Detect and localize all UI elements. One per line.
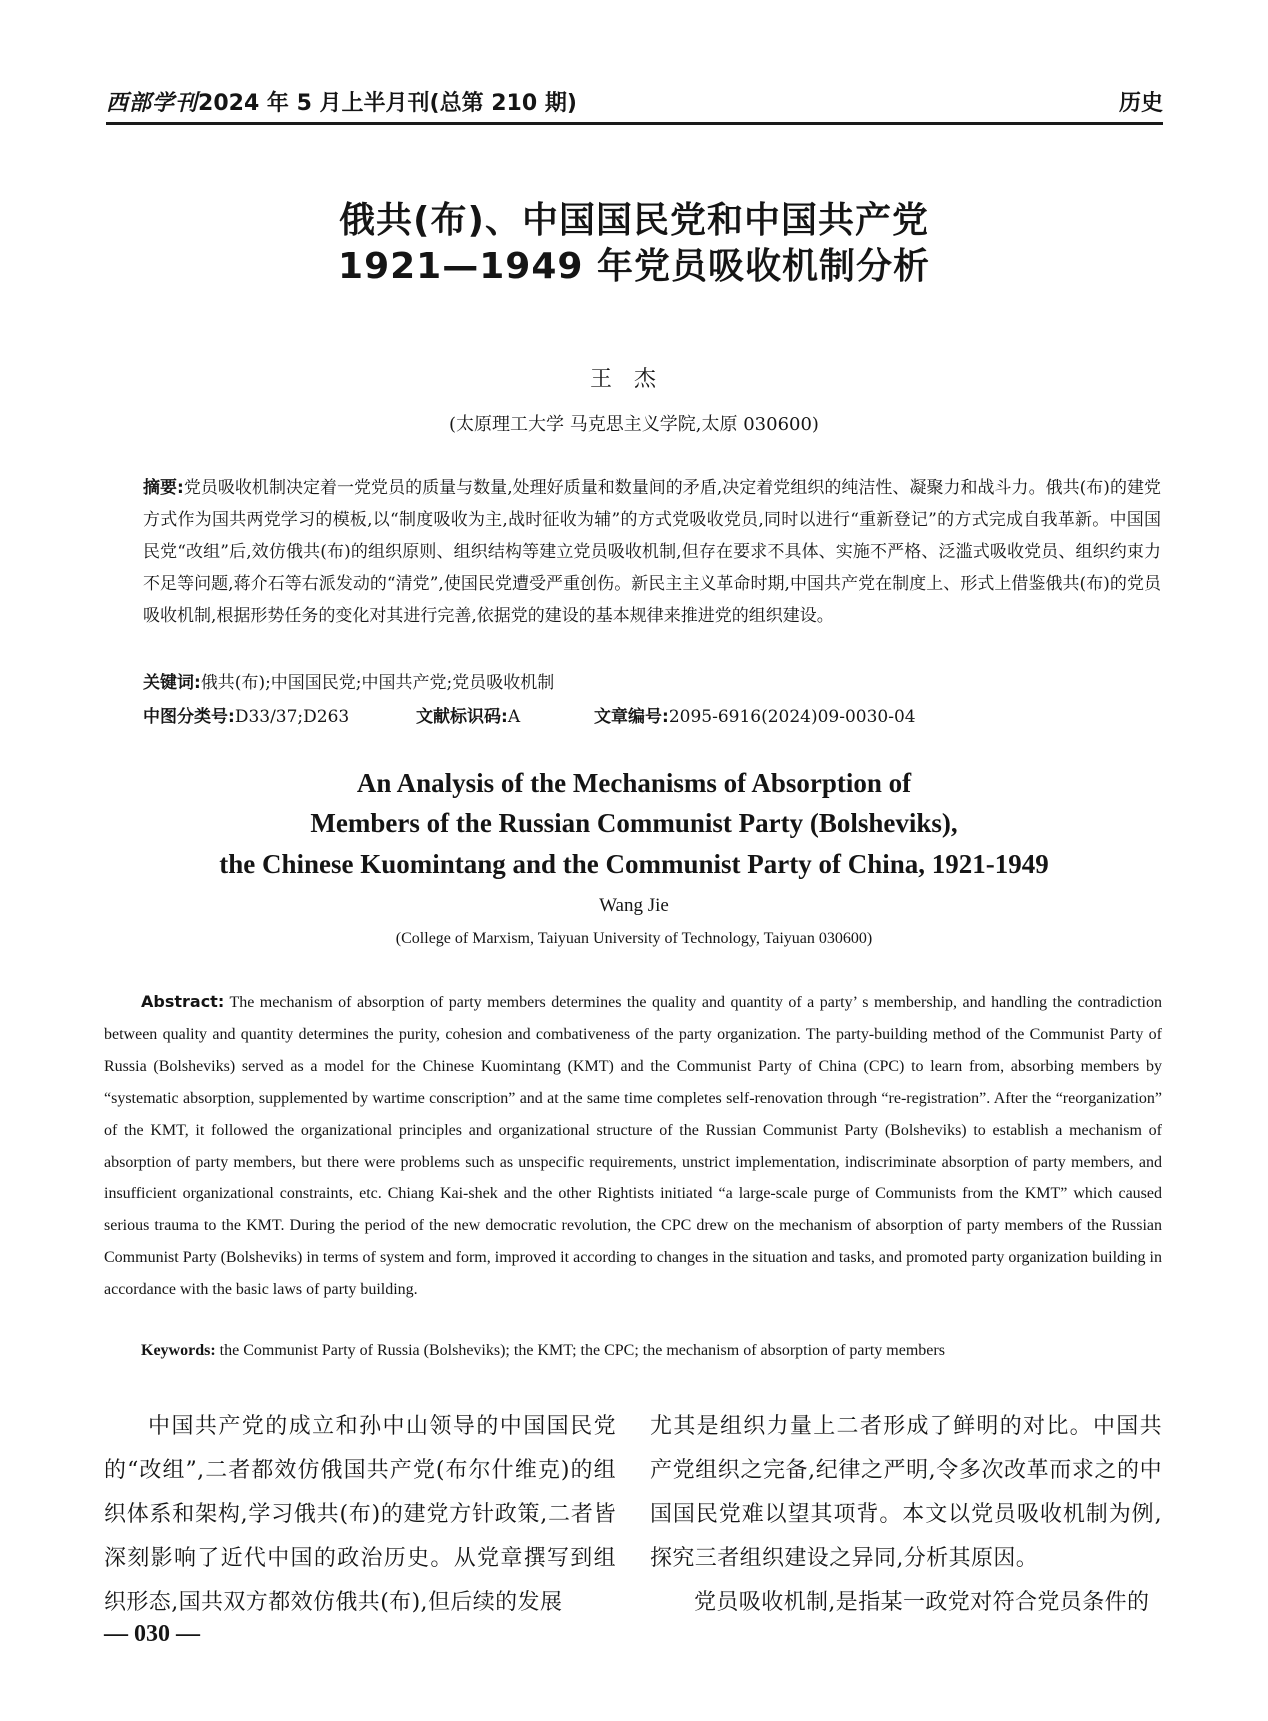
journal-issue <box>106 86 577 117</box>
title-zh-line2: 1921—1949 年党员吸收机制分析 <box>338 246 930 287</box>
abstract-en-label: Abstract: <box>141 992 225 1011</box>
running-header <box>106 86 1163 125</box>
body-paragraph: 党员吸收机制,是指某一政党对符合党员条件的 <box>694 1590 1150 1615</box>
title-en-line2: Members of the Russian Communist Party (Bolsheviks), <box>310 808 958 838</box>
author-zh: 王杰 <box>589 367 678 392</box>
body-paragraph: 尤其是组织力量上二者形成了鲜明的对比。中国共产党组织之完备,纪律之严明,令多次改革而求之的中国国民党难以望其项背。本文以党员吸收机制为例,探究三者组织建设之异同,分析其原因。 <box>650 1414 1162 1571</box>
keywords-zh-label: 关键词: <box>143 673 201 693</box>
keywords-en-text: the Communist Party of Russia (Bolsheviks); the KMT; the CPC; the mechanism of absorption of party members <box>219 1342 945 1359</box>
article-number-label: 文章编号: <box>594 707 669 727</box>
body-right-column <box>650 1405 1162 1625</box>
abstract-zh <box>143 472 1161 632</box>
clc-label: 中图分类号: <box>143 707 235 727</box>
issue-info: 2024 年 5 月上半月刊(总第 210 期) <box>198 91 577 116</box>
keywords-zh-text: 俄共(布);中国国民党;中国共产党;党员吸收机制 <box>200 673 555 693</box>
abstract-zh-label: 摘要: <box>143 478 184 498</box>
body-left-column <box>104 1405 616 1625</box>
keywords-en-label: Keywords: <box>141 1342 216 1359</box>
author-en: Wang Jie <box>599 895 669 916</box>
article-number-value: 2095-6916(2024)09-0030-04 <box>668 707 916 727</box>
clc-number <box>143 702 349 727</box>
keywords-zh <box>143 668 554 693</box>
document-code-value: A <box>507 707 521 727</box>
section-label: 历史 <box>1118 91 1163 116</box>
affiliation-zh: (太原理工大学 马克思主义学院,太原 030600) <box>449 414 819 435</box>
document-code <box>416 702 520 727</box>
journal-logo: 西部学刊 <box>106 90 199 116</box>
affiliation-en: (College of Marxism, Taiyuan University of Technology, Taiyuan 030600) <box>395 930 873 947</box>
document-code-label: 文献标识码: <box>416 707 508 727</box>
abstract-en <box>104 986 1162 1306</box>
article-number <box>594 702 916 727</box>
keywords-en <box>141 1342 1161 1360</box>
title-en-line3: the Chinese Kuomintang and the Communist Party of China, 1921-1949 <box>219 849 1049 879</box>
clc-value: D33/37;D263 <box>234 707 350 727</box>
page-number: — 030 — <box>104 1621 200 1647</box>
body-paragraph: 中国共产党的成立和孙中山领导的中国国民党的“改组”,二者都效仿俄国共产党(布尔什维克)的组织体系和架构,学习俄共(布)的建党方针政策,二者皆深刻影响了近代中国的政治历史。从党章撰写到组织形态,国共双方都效仿俄共(布),但后续的发展 <box>104 1414 616 1615</box>
title-en-line1: An Analysis of the Mechanisms of Absorption of <box>356 768 912 798</box>
title-zh-line1: 俄共(布)、中国国民党和中国共产党 <box>339 200 929 241</box>
abstract-zh-text: 党员吸收机制决定着一党党员的质量与数量,处理好质量和数量间的矛盾,决定着党组织的纯洁性、凝聚力和战斗力。俄共(布)的建党方式作为国共两党学习的模板,以“制度吸收为主,战时征收为辅”的方式党吸收党员,同时以进行“重新登记”的方式完成自我革新。中国国民党“改组”后,效仿俄共(布)的组织原则、组织结构等建立党员吸收机制,但存在要求不具体、实施不严格、泛滥式吸收党员、组织约束力不足等问题,蒋介石等右派发动的“清党”,使国民党遭受严重创伤。新民主主义革命时期,中国共产党在制度上、形式上借鉴俄共(布)的党员吸收机制,根据形势任务的变化对其进行完善,依据党的建设的基本规律来推进党的组织建设。 <box>143 478 1161 626</box>
abstract-en-text: The mechanism of absorption of party members determines the quality and quantity of a party’ s membership, and handling the contradiction between quality and quantity determines the purity, cohesion and combativeness of the party organization. The party-building method of the Communist Party of Russia (Bolsheviks) served as a model for the Chinese Kuomintang (KMT) and the Communist Party of China (CPC) to learn from, absorbing members by “systematic absorption, supplemented by wartime conscription” and at the same time completes self-renovation through “re-registration”. After the “reorganization” of the KMT, it followed the organizational principles and organizational structure of the Russian Communist Party (Bolsheviks) to establish a mechanism of absorption of party members, but there were problems such as unspecific requirements, unstrict implementation, indiscriminate absorption of party members, and insufficient organizational constraints, etc. Chiang Kai-shek and the other Rightists initiated “a large-scale purge of Communists from the KMT” which caused serious trauma to the KMT. During the period of the new democratic revolution, the CPC drew on the mechanism of absorption of party members of the Russian Communist Party (Bolsheviks) in terms of system and form, improved it according to changes in the situation and tasks, and promoted party organization building in accordance with the basic laws of party building. <box>104 994 1162 1299</box>
